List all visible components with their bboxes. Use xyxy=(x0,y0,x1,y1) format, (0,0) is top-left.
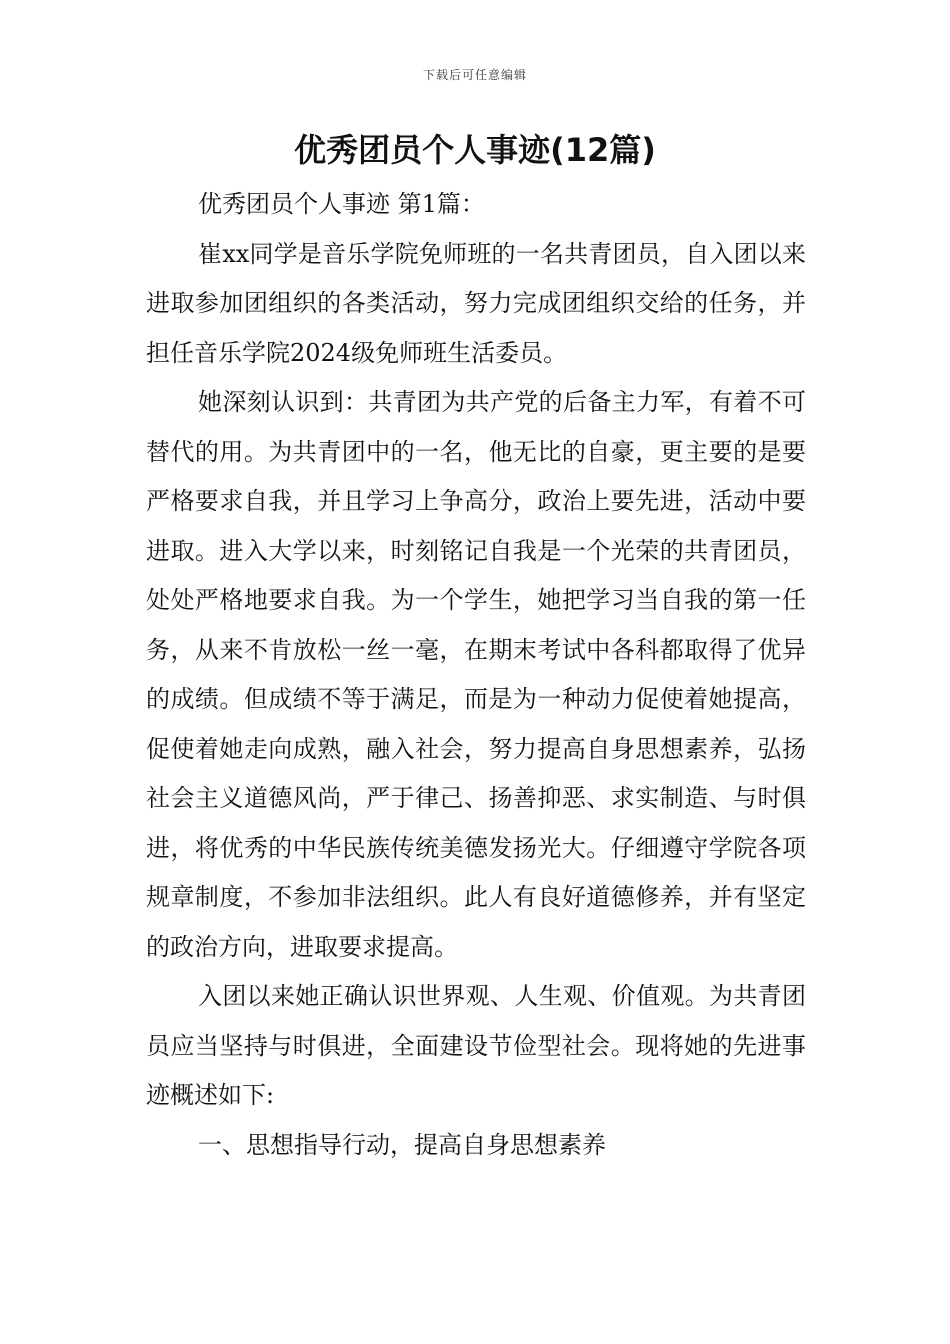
header-note: 下载后可任意编辑 xyxy=(422,68,527,82)
paragraph-1: 崔xx同学是音乐学院免师班的一名共青团员，自入团以来进取参加团组织的各类活动，努力完成团组织交给的任务，并担任音乐学院2024级免师班生活委员。 xyxy=(146,239,806,367)
paragraph-3: 入团以来她正确认识世界观、人生观、价值观。为共青团员应当坚持与时俱进，全面建设节俭型社会。现将她的先进事迹概述如下: xyxy=(146,982,806,1109)
section-heading: 一、思想指导行动，提高自身思想素养 xyxy=(198,1130,606,1159)
subtitle: 优秀团员个人事迹 第1篇： xyxy=(198,190,485,218)
paragraph-2: 她深刻认识到：共青团为共产党的后备主力军，有着不可替代的用。为共青团中的一名，他无比的自豪，更主要的是要严格要求自我，并且学习上争高分，政治上要先进，活动中要进取。进入大学以来，时刻铭记自我是一个光荣的共青团员，处处严格地要求自我。为一个学生，她把学习当自我的第一任务，从来不肯放松一丝一毫，在期末考试中各科都取得了优异的成绩。但成绩不等于满足，而是为一种动力促使着她提高，促使着她走向成熟，融入社会，努力提高自身思想素养，弘扬社会主义道德风尚，严于律己、扬善抑恶、求实制造、与时俱进，将优秀的中华民族传统美德发扬光大。仔细遵守学院各项规章制度，不参加非法组织。此人有良好道德修养，并有坚定的政治方向，进取要求提高。 xyxy=(146,388,806,961)
document-body xyxy=(146,180,806,1170)
document-title: 优秀团员个人事迹(12篇) xyxy=(294,131,656,169)
